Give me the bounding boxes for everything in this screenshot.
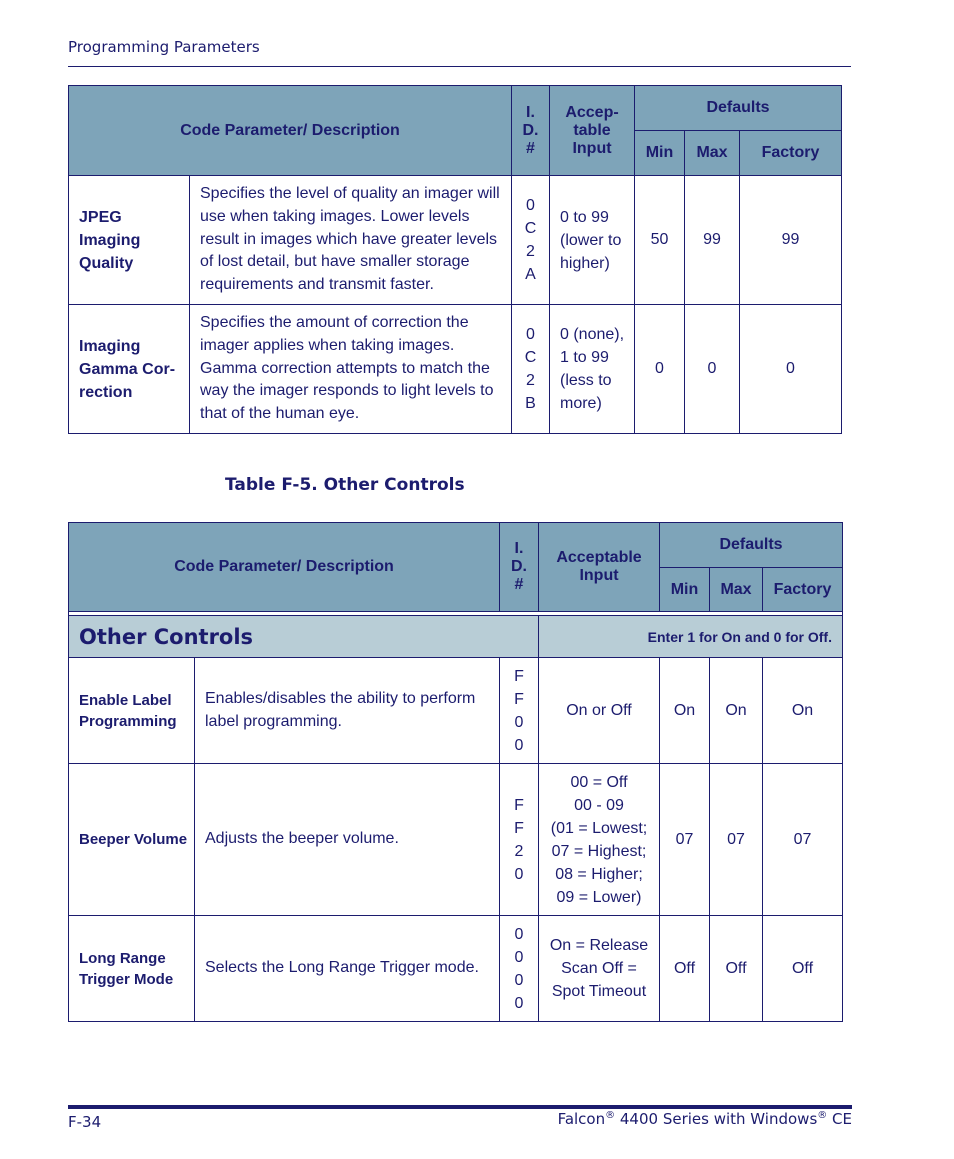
param-factory: 0	[740, 305, 842, 434]
param-description: Adjusts the beeper volume.	[195, 764, 500, 916]
param-max: On	[710, 658, 763, 764]
param-min: 07	[660, 764, 710, 916]
param-id: F F 0 0	[500, 658, 539, 764]
param-id: 0 C 2 A	[512, 176, 550, 305]
header-max: Max	[710, 568, 763, 612]
header-acceptable-input: Accep- table Input	[550, 86, 635, 176]
table-other-controls	[68, 522, 843, 1022]
product-title: Falcon® 4400 Series with Windows® CE	[557, 1110, 852, 1128]
section-row	[69, 616, 843, 658]
header-rule	[68, 66, 851, 67]
header-factory: Factory	[740, 131, 842, 176]
table-row	[69, 658, 843, 764]
table-row	[69, 764, 843, 916]
param-name: JPEG Imaging Quality	[69, 176, 190, 305]
header-code-parameter: Code Parameter/ Description	[69, 86, 512, 176]
param-acceptable: 0 to 99 (lower to higher)	[550, 176, 635, 305]
param-description: Specifies the level of quality an imager will use when taking images. Lower levels result in images which have greater levels of lost detail, but have smaller storage requirements and transmit faster.	[190, 176, 512, 305]
param-min: 50	[635, 176, 685, 305]
param-acceptable: 00 = Off 00 - 09 (01 = Lowest; 07 = Highest; 08 = Higher; 09 = Lower)	[539, 764, 660, 916]
param-name: Beeper Volume	[69, 764, 195, 916]
param-factory: Off	[763, 916, 843, 1022]
header-min: Min	[635, 131, 685, 176]
param-description: Selects the Long Range Trigger mode.	[195, 916, 500, 1022]
param-id: 0 C 2 B	[512, 305, 550, 434]
table-row	[69, 916, 843, 1022]
header-defaults: Defaults	[635, 86, 842, 131]
param-acceptable: On = Release Scan Off = Spot Timeout	[539, 916, 660, 1022]
section-note: Enter 1 for On and 0 for Off.	[539, 616, 843, 658]
table-row	[69, 305, 842, 434]
header-max: Max	[685, 131, 740, 176]
header-factory: Factory	[763, 568, 843, 612]
param-min: 0	[635, 305, 685, 434]
param-min: On	[660, 658, 710, 764]
param-acceptable: On or Off	[539, 658, 660, 764]
param-max: 0	[685, 305, 740, 434]
header-min: Min	[660, 568, 710, 612]
running-header: Programming Parameters	[68, 38, 260, 56]
param-name: Enable Label Programming	[69, 658, 195, 764]
param-max: 07	[710, 764, 763, 916]
header-id: I. D. #	[500, 523, 539, 612]
table-row	[69, 176, 842, 305]
param-id: 0 0 0 0	[500, 916, 539, 1022]
footer-rule	[68, 1105, 852, 1109]
param-name: Imaging Gamma Cor- rection	[69, 305, 190, 434]
param-acceptable: 0 (none), 1 to 99 (less to more)	[550, 305, 635, 434]
page-number: F-34	[68, 1113, 102, 1131]
param-factory: 07	[763, 764, 843, 916]
table-continued	[68, 85, 842, 434]
header-id: I. D. #	[512, 86, 550, 176]
param-description: Enables/disables the ability to perform label programming.	[195, 658, 500, 764]
header-code-parameter: Code Parameter/ Description	[69, 523, 500, 612]
param-description: Specifies the amount of correction the imager applies when taking images. Gamma correction attempts to match the way the imager responds to light levels to that of the human eye.	[190, 305, 512, 434]
param-max: Off	[710, 916, 763, 1022]
header-acceptable-input: Acceptable Input	[539, 523, 660, 612]
param-name: Long Range Trigger Mode	[69, 916, 195, 1022]
param-factory: 99	[740, 176, 842, 305]
section-title: Other Controls	[69, 616, 539, 658]
header-defaults: Defaults	[660, 523, 843, 568]
param-factory: On	[763, 658, 843, 764]
param-max: 99	[685, 176, 740, 305]
table-caption: Table F-5. Other Controls	[225, 475, 465, 495]
param-min: Off	[660, 916, 710, 1022]
param-id: F F 2 0	[500, 764, 539, 916]
